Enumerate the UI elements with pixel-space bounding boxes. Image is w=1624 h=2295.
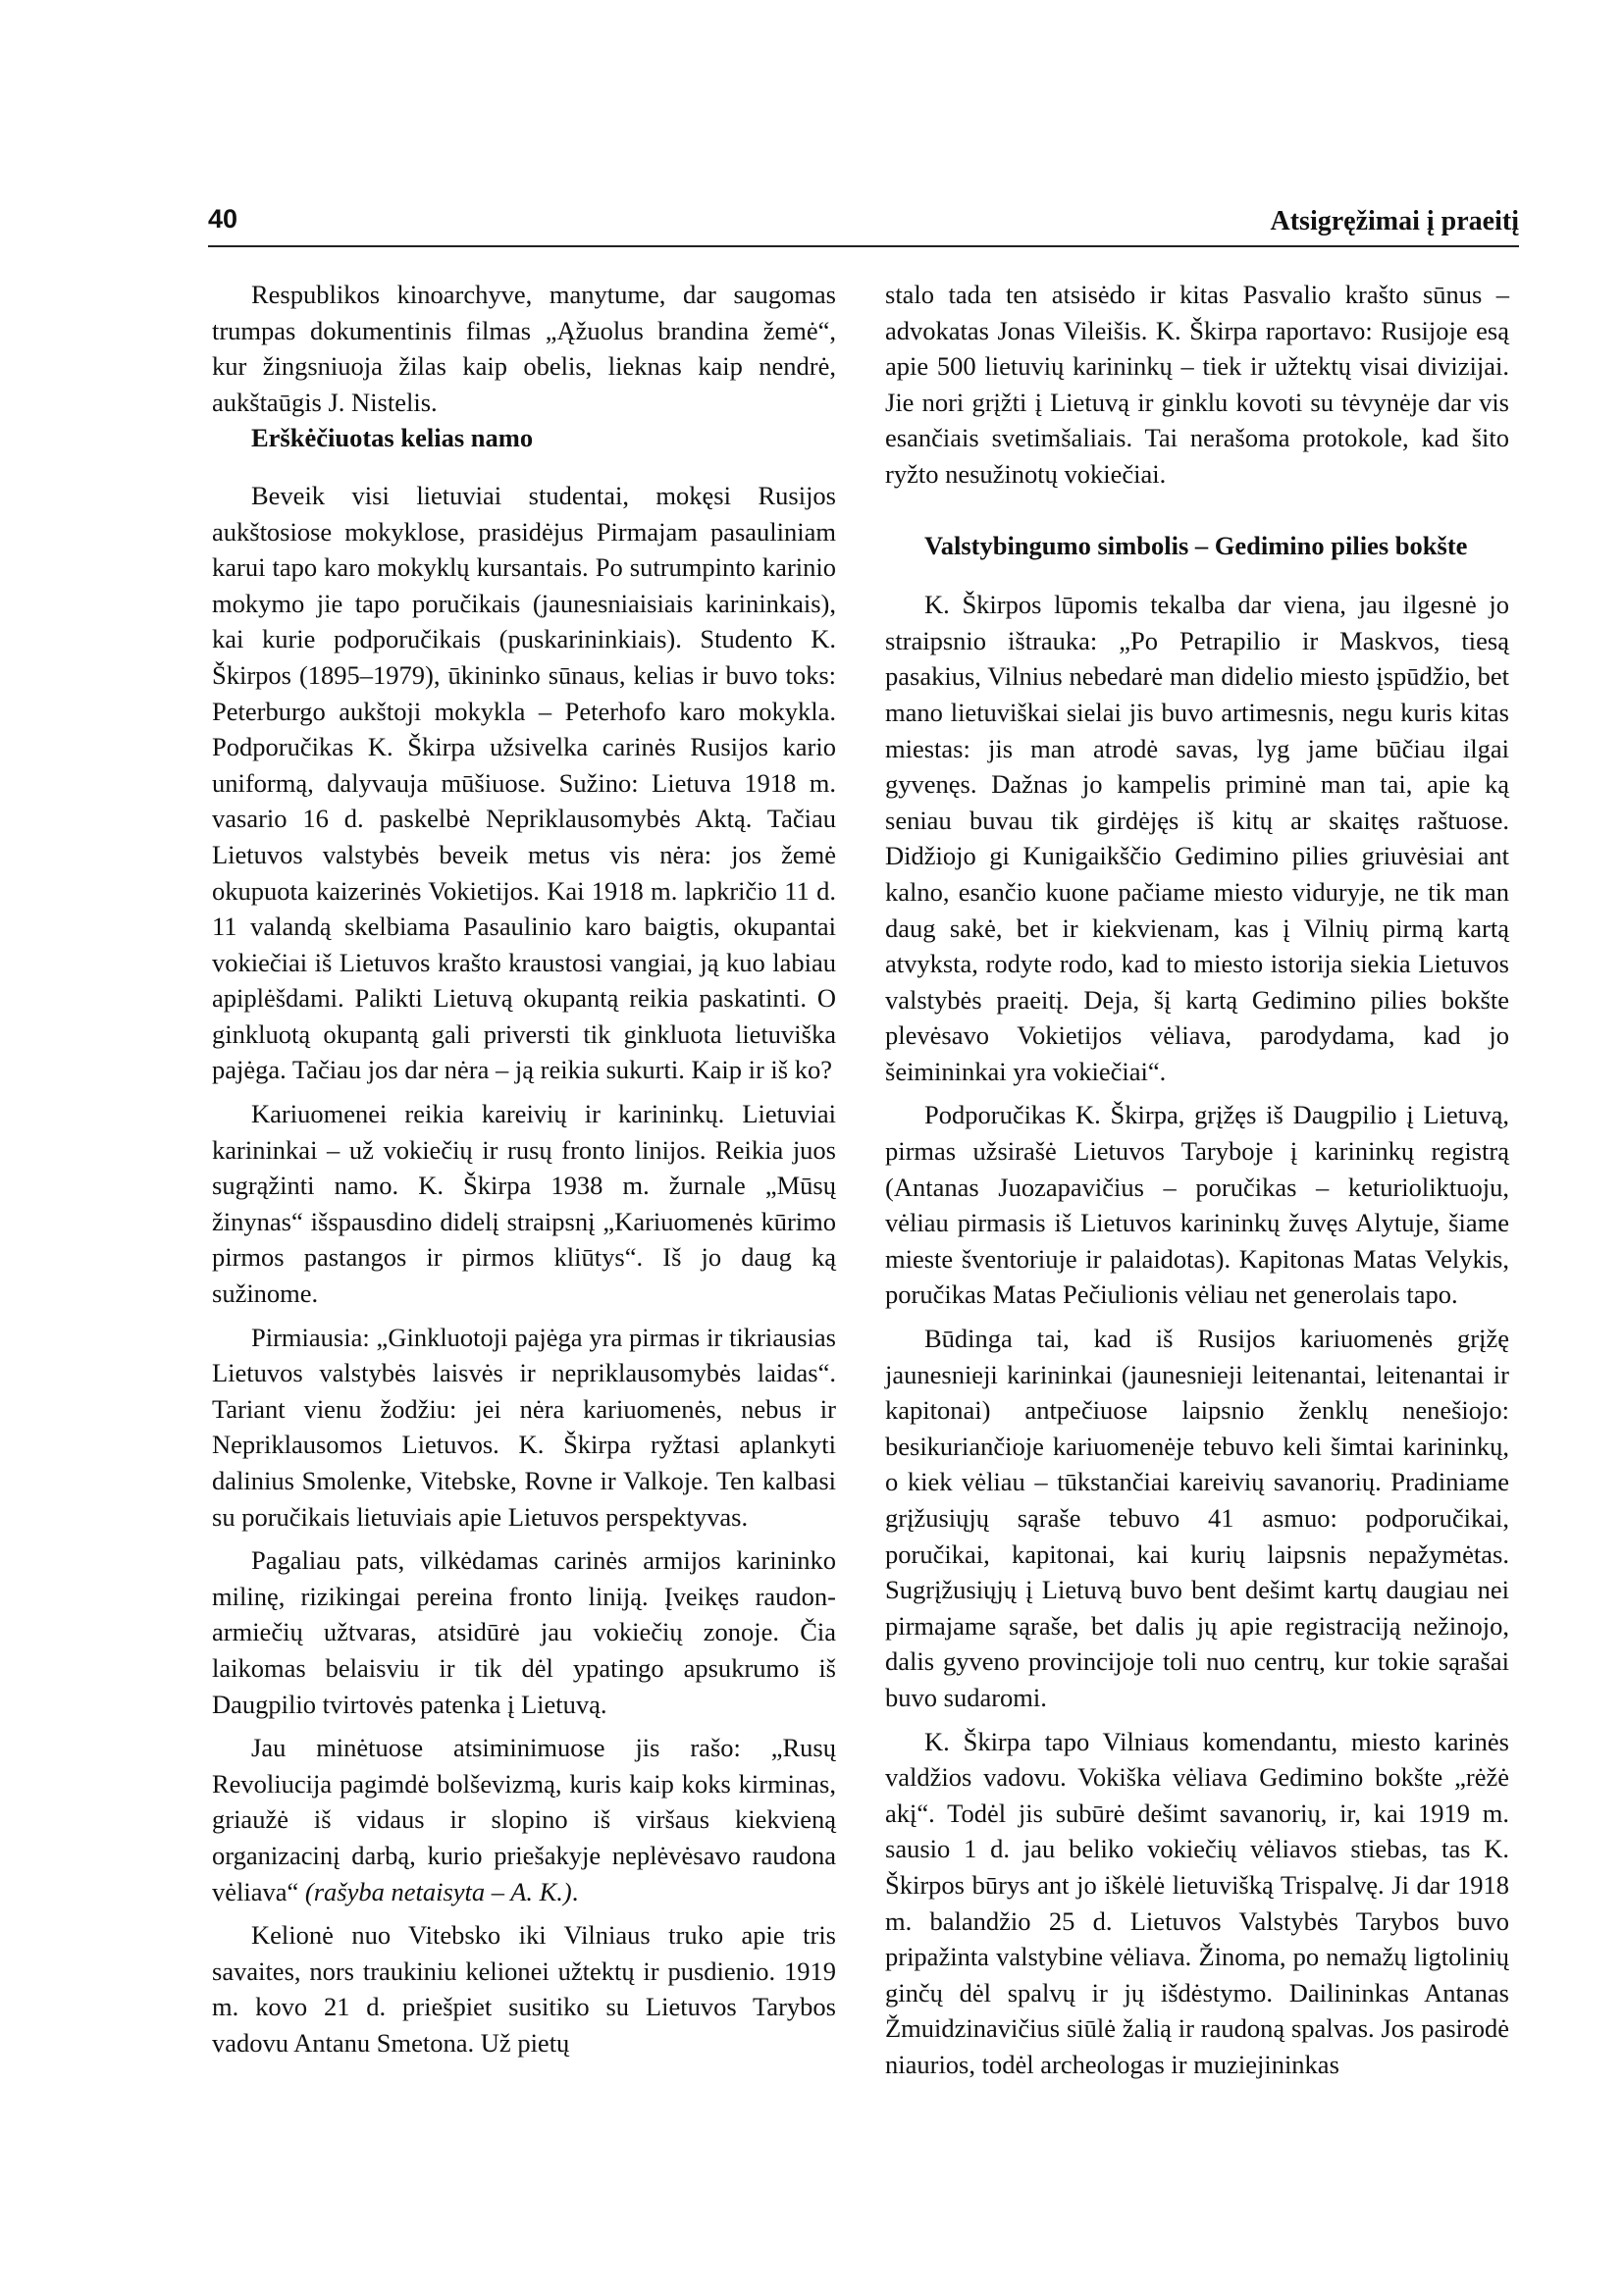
- editor-note: (rašyba netaisyta – A. K.): [304, 1876, 572, 1906]
- section-heading: Valstybingumo simbolis – Gedimino pilies bokšte: [924, 530, 1468, 560]
- punctuation: .: [571, 1876, 579, 1906]
- paragraph: Beveik visi lietuviai studentai, mokęsi Rusijos aukštosiose mokyklose, prasidėjus Pirmajam pasauliniam karui tapo karo mokyklų kursantais. Po sutrumpinto karinio mokymo jie tapo poručikais (jaunesniaisiais karininkais), kai kurie podporučikais (puskarininkiais). Studento K. Škirpos (1895–1979), ūkininko sūnaus, kelias ir buvo toks: Peterburgo aukštoji mokykla – Peterhofo karo mokykla. Podporučikas K. Škirpa užsivelka carinės Rusijos kario uniformą, dalyvauja mūšiuose. Sužino: Lietuva 1918 m. vasario 16 d. paskelbė Nepriklausomybės Aktą. Tačiau Lietuvos valstybės beveik metus vis nėra: jos žemė okupuota kaizerinės Vokietijos. Kai 1918 m. lapkričio 11 d. 11 valandą skelbiama Pasaulinio karo baigtis, okupantai vokiečiai iš Lietuvos krašto kraustosi vangiai, ją kuo labiau apiplėšdami. Palikti Lietuvą okupantą reikia paskatinti. O ginkluotą okupantą gali priversti tik ginkluota lietuviška pajėga. Tačiau jos dar nėra – ją reikia sukurti. Kaip ir iš ko?: [212, 480, 836, 1085]
- page-number: 40: [208, 204, 238, 234]
- paragraph: [212, 1730, 836, 1909]
- section-heading: Erškėčiuotas kelias namo: [251, 423, 534, 453]
- quote-text: Jau minėtuose atsiminimuose jis rašo: „Rusų Revoliucija pagimdė bolševizmą, kuris kaip koks kirminas, griaužė iš vidaus ir slopino iš viršaus kiekvieną organizacinį darbą, kurio priešakyje neplėvėsavo raudona vėliava“: [212, 1733, 836, 1906]
- paragraph: K. Škirpos lūpomis tekalba dar viena, jau ilgesnė jo straipsnio ištrauka: „Po Petrapilio ir Maskvos, tiesą pasakius, Vilnius nebedarė man didelio miesto įspūdžio, bet mano lietuviškai sielai jis buvo artimesnis, negu kuris kitas miestas: jis man atrodė savas, lyg jame būčiau ilgai gyvenęs. Dažnas jo kampelis priminė man tai, apie ką seniau buvau tik girdėjęs iš kitų ar skaitęs raštuose. Didžiojo gi Kunigaikščio Gedimino pilies griuvėsiai ant kalno, esančio kuone pačiame miesto viduryje, ne tik man daug sakė, bet ir kiekvienam, kas į Vilnių pirmą kartą atvyksta, rodyte rodo, kad to miesto istorija siekia Lietuvos valstybės praeitį. Deja, šį kartą Gedimino pilies bokšte plevėsavo Vokietijos vėliava, parodydama, kad jo šeimininkai yra vokiečiai“.: [885, 590, 1509, 1086]
- left-column: [212, 277, 836, 2069]
- page-header: [208, 204, 1519, 247]
- paragraph: Kariuomenei reikia kareivių ir karininkų. Lietuviai karininkai – už vokiečių ir rusų fronto linijos. Reikia juos sugrąžinti namo. K. Škirpa 1938 m. žurnale „Mūsų žinynas“ išspausdino didelį straipsnį „Kariuomenės kūrimo pirmos pastangos ir pirmos kliūtys“. Iš jo daug ką sužinome.: [212, 1099, 836, 1309]
- running-title: Atsigręžimai į praeitį: [1270, 206, 1519, 236]
- paragraph: Būdinga tai, kad iš Rusijos kariuomenės grįžę jaunesnieji karininkai (jaunesnieji leitenantai, leitenantai ir kapitonai) antpečiuose laipsnio ženklų nenešiojo: besikuriančioje kariuomenėje tebuvo keli šimtai karininkų, o kiek vėliau – tūkstančiai kareivių savanorių. Pradiniame grįžusiųjų sąraše tebuvo 41 asmuo: podporučikai, poručikai, kapitonai, kai kurių laipsnis nepažymėtas. Sugrįžusiųjų į Lietuvą buvo bent dešimt kartų daugiau nei pirmajame sąraše, bet dalis jų apie registraciją nežinojo, dalis gyveno provincijoje toli nuo centrų, kur tokie sąrašai buvo sudaromi.: [885, 1324, 1509, 1712]
- paragraph: Pagaliau pats, vilkėdamas carinės armijos karininko milinę, rizikingai pereina fronto liniją. Įveikęs raudonarmiečių užtvaras, atsidūrė jau vokiečių zonoje. Čia laikomas belaisviu ir tik dėl ypatingo apsukrumo iš Daugpilio tvirtovės patenka į Lietuvą.: [212, 1545, 836, 1719]
- header-rule: [208, 245, 1519, 247]
- paragraph: Kelionė nuo Vitebsko iki Vilniaus truko apie tris savaites, nors traukiniu kelionei užtektų ir pusdienio. 1919 m. kovo 21 d. priešpiet susitiko su Lietuvos Tarybos vadovu Antanu Smetona. Už pietų: [212, 1920, 836, 2058]
- paragraph: K. Škirpa tapo Vilniaus komendantu, miesto karinės valdžios vadovu. Vokiška vėliava Gedimino bokšte „rėžė akį“. Todėl jis subūrė dešimt savanorių, ir, kai 1919 m. sausio 1 d. jau beliko vokiečių vėliavos stiebas, tas K. Škirpos būrys ant jo iškėlė lietuvišką Trispalvę. Ji dar 1918 m. balandžio 25 d. Lietuvos Valstybės Tarybos buvo pripažinta valstybine vėliava. Žinoma, po nemažų ligtolinių ginčų dėl spalvų ir jų išdėstymo. Dailininkas Antanas Žmuidzinavičius siūlė žalią ir raudoną spalvas. Jos pasirodė niaurios, todėl archeologas ir muziejininkas: [885, 1726, 1509, 2079]
- right-column: [885, 277, 1509, 2091]
- paragraph: stalo tada ten atsisėdo ir kitas Pasvalio krašto sūnus – advokatas Jonas Vileišis. K. Škirpa raportavo: Rusijoje esą apie 500 lietuvių karininkų – tiek ir užtektų visai divizijai. Jie nori grįžti į Lietuvą ir ginklu kovoti su tėvynėje dar vis esančiais svetimšaliais. Tai nerašoma protokole, kad šito ryžto nesužinotų vokiečiai.: [885, 280, 1509, 489]
- paragraph: Pirmiausia: „Ginkluotoji pajėga yra pirmas ir tikriausias Lietuvos valstybės laisvės ir nepriklausomybės laidas“. Tariant vienu žodžiu: jei nėra kariuomenės, nebus ir Nepriklausomos Lietuvos. K. Škirpa ryžtasi aplankyti dalinius Smolenke, Vitebske, Rovne ir Valkoje. Ten kalbasi su poručikais lietuviais apie Lietuvos perspektyvas.: [212, 1322, 836, 1532]
- paragraph: Podporučikas K. Škirpa, grįžęs iš Daugpilio į Lietuvą, pirmas užsirašė Lietuvos Taryboje į karininkų registrą (Antanas Juozapavičius – poručikas – keturioliktuoju, vėliau pirmasis iš Lietuvos karininkų žuvęs Alytuje, šiame mieste šventoriuje ir palaidotas). Kapitonas Matas Velykis, poručikas Matas Pečiulionis vėliau net generolais tapo.: [885, 1100, 1509, 1310]
- paragraph: Respublikos kinoarchyve, manytume, dar saugomas trumpas dokumentinis filmas „Ąžuolus brandina žemė“, kur žingsniuoja žilas kaip obelis, lieknas kaip nendrė, aukštaūgis J. Nistelis.: [212, 280, 836, 417]
